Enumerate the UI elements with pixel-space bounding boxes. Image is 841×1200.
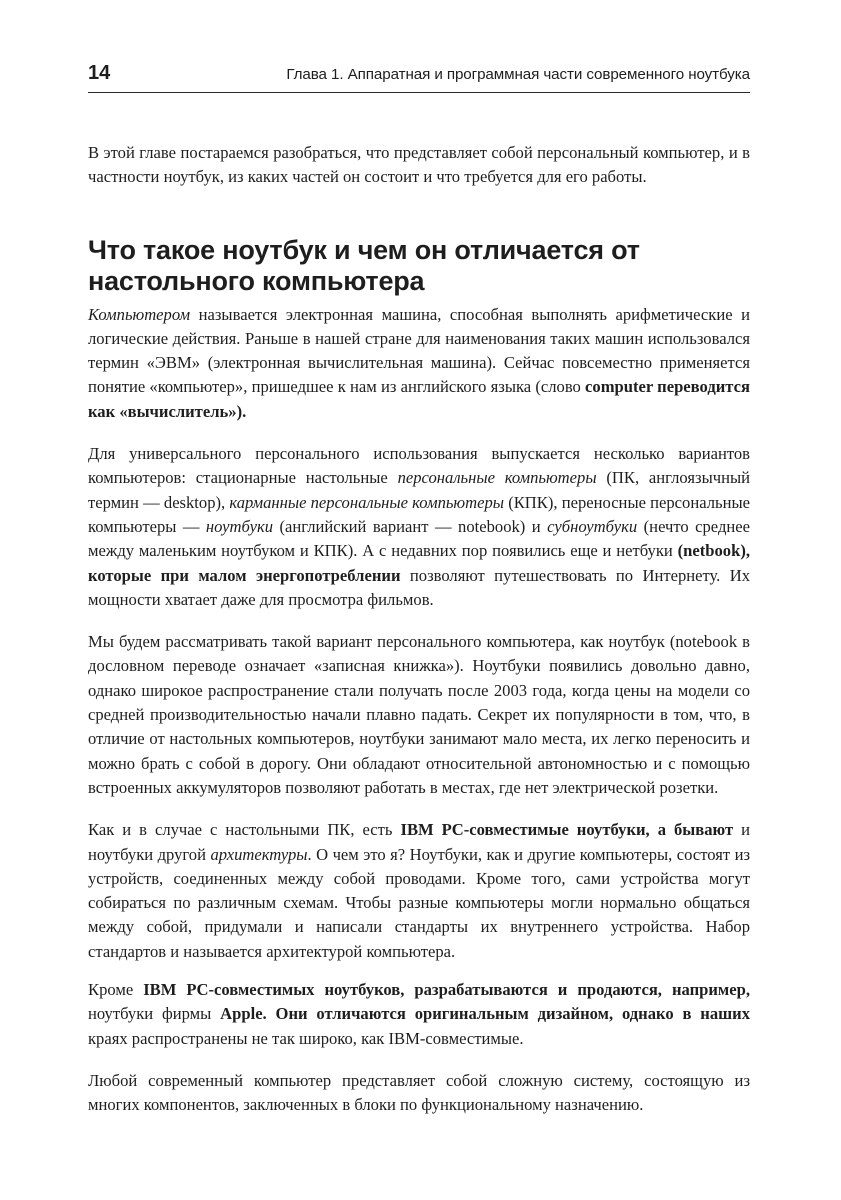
term-computer: Компьютером	[88, 304, 191, 324]
term-notebooks: ноутбуки	[205, 516, 274, 536]
section-heading: Что такое ноутбук и чем он отличается от настольного компьютера	[88, 234, 640, 296]
paragraph-computer-types: Для универсального персонального использования выпускается несколько вариантов компьютеров: стационарные настольные персональные компьютеры (ПК, англоязычный термин — desktop), карманные персональные компьютеры (КПК), переносные персональные компьютеры — ноутбуки (английский вариант — notebook) и субноутбуки (нечто среднее между маленьким ноутбуком и КПК). А с недавних пор появились еще и нетбуки (netbook), которые при малом энергопотреблении позволяют путешествовать по Интернету. Их мощности хватает даже для просмотра фильмов.	[88, 444, 751, 609]
book-page	[88, 62, 750, 1118]
highlight-netbook: (netbook), которые при малом энергопотреблении	[88, 541, 750, 585]
highlight-apple: Apple. Они отличаются оригинальным дизайном, однако в наших	[220, 1004, 750, 1024]
term-subnotebooks: субноутбуки	[547, 516, 638, 536]
chapter-title: Глава 1. Аппаратная и программная части современного ноутбука	[286, 66, 750, 83]
paragraph-notebook-history: Мы будем рассматривать такой вариант персонального компьютера, как ноутбук (notebook в дословном переводе означает «записная книжка»). Ноутбуки появились довольно давно, однако широкое распространение стали получать после 2003 года, когда цены на модели со средней производительностью начали плавно падать. Секрет их популярности в том, что, в отличие от настольных компьютеров, ноутбуки занимают мало места, их легко переносить и можно брать с собой в дорогу. Они обладают относительной автономностью и с помощью встроенных аккумуляторов позволяют работать в местах, где нет электрической розетки.	[88, 632, 750, 797]
page-number: 14	[88, 62, 111, 84]
term-pda: карманные персональные компьютеры	[229, 492, 504, 512]
term-architecture: архитектуры	[210, 844, 308, 864]
highlight-ibm-compatible: IBM PC-совместимые ноутбуки, а бывают	[400, 820, 734, 840]
term-pc: персональные компьютеры	[397, 468, 597, 488]
paragraph-modern-computer: Любой современный компьютер представляет собой сложную систему, состоящую из многих компонентов, заключенных в блоки по функциональному назначению.	[88, 1070, 750, 1115]
running-header	[88, 62, 750, 93]
highlight-ibm-pc: IBM PC-совместимых ноутбуков, разрабатываются и продаются, например,	[143, 980, 750, 1000]
paragraph-architecture: Как и в случае с настольными ПК, есть IBM PC-совместимые ноутбуки, а бывают и ноутбуки другой архитектуры. О чем это я? Ноутбуки, как и другие компьютеры, состоят из устройств, соединенных между собой проводами. Кроме того, сами устройства могут собираться по различным схемам. Чтобы разные компьютеры могли нормально общаться между собой, придумали и написали стандарты их внутреннего устройства. Набор стандартов и называется архитектурой компьютера.	[88, 820, 751, 961]
paragraph-computer-definition: Компьютером называется электронная машина, способная выполнять арифметические и логические действия. Раньше в нашей стране для наименования таких машин использовался термин «ЭВМ» (электронная вычислительная машина). Сейчас повсеместно применяется понятие «компьютер», пришедшее к нам из английского языка (слово computer переводится как «вычислитель»).	[88, 304, 750, 421]
paragraph-apple: Кроме IBM PC-совместимых ноутбуков, разрабатываются и продаются, например, ноутбуки фирмы Apple. Они отличаются оригинальным дизайном, однако в наших краях распространены не так широко, как IBM-совместимые.	[88, 980, 750, 1048]
highlight-computer-translation: computer переводится как «вычислитель»).	[88, 377, 750, 421]
intro-paragraph: В этой главе постараемся разобраться, что представляет собой персональный компьютер, и в частности ноутбук, из каких частей он состоит и что требуется для его работы.	[88, 143, 750, 187]
